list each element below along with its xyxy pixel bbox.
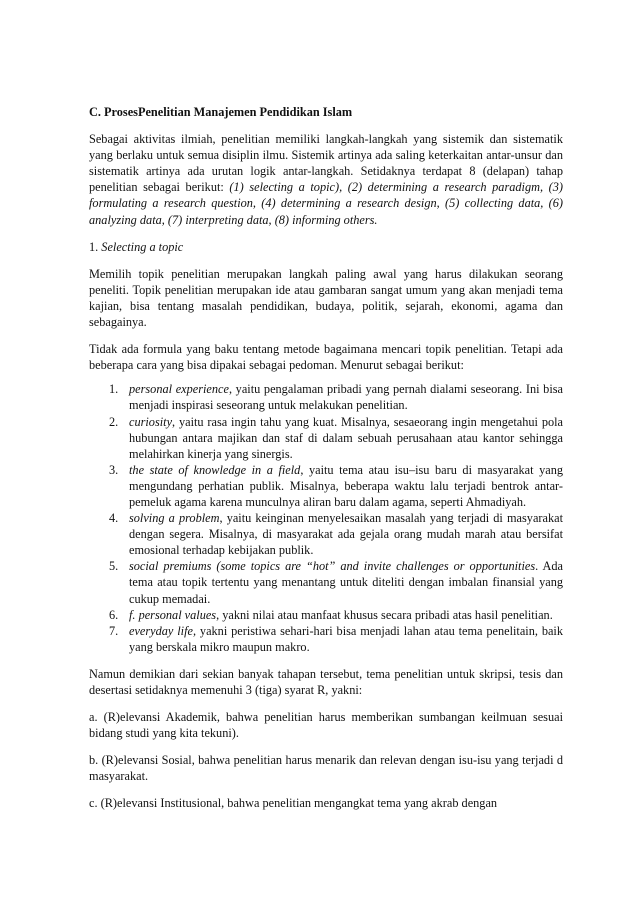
list-item [89,414,563,462]
list-item-text: , yakni nilai atau manfaat khusus secara pribadi atas hasil penelitian. [216,607,553,622]
criterion-academic: a. (R)elevansi Akademik, bahwa penelitian harus memberikan sumbangan keilmuan sesuai bidang studi yang kita tekuni). [89,710,563,741]
list-item [89,510,563,558]
list-item-text: , yaitu keinginan menyelesaikan masalah yang terjadi di masyarakat dengan segera. Misalnya, di masyarakat ada gejala orang mudah marah atau bersifat emosional terhadap kebijakan publik. [129,511,563,558]
list-item-term: everyday life, [129,623,197,638]
list-item-term: f. personal values [129,607,217,622]
list-item-number: 7. [109,623,119,638]
document-page [89,104,563,812]
intro-paragraph [89,131,563,228]
list-item-term: social premiums (some topics are “hot” and invite challenges or opportunities [129,559,536,574]
subsection-title-text: Selecting a topic [101,239,184,254]
section-heading: C. ProsesPenelitian Manajemen Pendidikan Islam [89,105,353,119]
list-item [89,381,563,413]
criterion-social: b. (R)elevansi Sosial, bahwa penelitian harus menarik dan relevan dengan isu-isu yang terjadi d masyarakat. [89,753,563,784]
topic-source-list [89,381,563,655]
list-item-number: 4. [109,511,119,526]
list-item [89,607,563,623]
list-item-number: 6. [109,607,119,622]
intro-text: Sebagai aktivitas ilmiah, penelitian memiliki langkah-langkah yang sistemik dan sistematik yang berlaku untuk semua disiplin ilmu. Sistemik artinya ada saling keterkaitan antar-unsur dan sistematik artinya ada urutan logik antar-langkah. Setidaknya terdapat 8 (delapan) tahap penelitian sebagai berikut: [89,132,563,195]
list-item-term: personal experience [129,382,229,397]
paragraph-topic-methods: Tidak ada formula yang baku tentang metode bagaimana mencari topik penelitian. Tetapi ada beberapa cara yang bisa dipakai sebagai pedoman. Menurut sebagai berikut: [89,342,563,373]
intro-steps: (1) selecting a topic), (2) determining a research paradigm, (3) formulating a research question, (4) determining a research design, (5) collecting data, (6) analyzing data, (7) interpreting data, (8) informing others. [89,180,563,227]
list-item [89,462,563,510]
list-item [89,623,563,655]
list-item-text: , yaitu tema atau isu–isu baru di masyarakat yang mengundang perhatian publik. Misalnya, beberapa waktu lalu terjadi bentrok antar-pemeluk agama karena munculnya aliran baru dalam agama, seperti Ahmadiyah. [129,462,563,509]
list-item-term: solving a problem [129,511,220,526]
list-item-text: yakni peristiwa sehari-hari bisa menjadi lahan atau tema penelitain, baik yang berskala mikro maupun makro. [129,623,563,654]
list-item-text: , yaitu rasa ingin tahu yang kuat. Misalnya, sesaeorang ingin mengetahui pola hubungan antara majikan dan staf di dalam sebuah perusahaan atau kantor sehingga melahirkan kinerja yang sinergis. [129,414,563,461]
list-item-text: , yaitu pengalaman pribadi yang pernah dialami seseorang. Ini bisa menjadi inspirasi seseorang untuk melakukan penelitian. [129,382,563,413]
criterion-institutional: c. (R)elevansi Institusional, bahwa penelitian mengangkat tema yang akrab dengan [89,796,498,811]
subsection-title [89,239,563,255]
list-item-number: 5. [109,559,119,574]
paragraph-topic-definition: Memilih topik penelitian merupakan langkah paling awal yang harus dilakukan seorang peneliti. Topik penelitian merupakan ide atau gambaran sangat umum yang akan menjadi tema kajian, bisa tentang masalah pendidikan, budaya, politik, sejarah, ekonomi, agama dan sebagainya. [89,266,563,330]
subsection-number: 1. [89,239,102,254]
paragraph-requirements: Namun demikian dari sekian banyak tahapan tersebut, tema penelitian untuk skripsi, tesis dan desertasi setidaknya memenuhi 3 (tiga) syarat R, yakni: [89,666,563,697]
list-item [89,558,563,606]
list-item-number: 2. [109,414,119,429]
list-item-number: 3. [109,462,119,477]
list-item-term: the state of knowledge in a field [129,462,301,477]
list-item-term: curiosity [129,414,173,429]
list-item-text: . Ada tema atau topik tertentu yang menantang untuk diteliti dengan imbalan finansial yang cukup memadai. [129,559,564,606]
list-item-number: 1. [109,382,119,397]
